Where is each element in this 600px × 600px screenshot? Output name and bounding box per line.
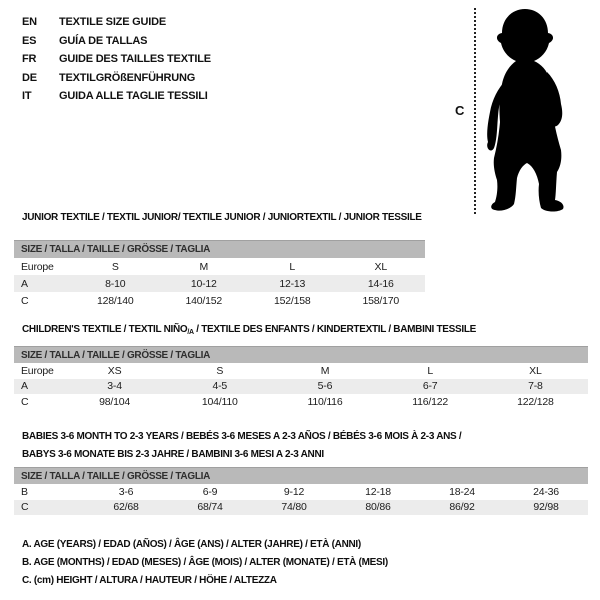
footnote-c: C. (cm) HEIGHT / ALTURA / HAUTEUR / HÖHE / ALTEZZA [22,575,277,586]
cell: L [289,260,296,273]
size-header-bar: SIZE / TALLA / TAILLE / GRÖSSE / TAGLIA [14,468,588,485]
cell: 7-8 [528,380,543,393]
title-text: CHILDREN'S TEXTILE / TEXTIL NIÑO [22,324,188,335]
language-list [22,13,211,106]
row-label: Europe [21,364,54,377]
footnote-b: B. AGE (MONTHS) / EDAD (MESES) / ÂGE (MOIS) / ALTER (MONATE) / ETÀ (MESI) [22,557,388,568]
baby-silhouette-icon [483,8,573,214]
section-title-junior: JUNIOR TEXTILE / TEXTIL JUNIOR/ TEXTILE JUNIOR / JUNIORTEXTIL / JUNIOR TESSILE [22,212,422,223]
cell: 8-10 [105,277,126,290]
footnotes [22,536,388,590]
cell: 98/104 [99,395,131,408]
cell: 5-6 [317,380,333,393]
table-row [14,484,588,500]
table-row [14,275,425,292]
language-row [22,13,211,32]
cell: 116/122 [412,395,449,408]
language-label: GUIDA ALLE TAGLIE TESSILI [59,90,208,103]
table-row [14,379,588,395]
cell: 140/152 [185,294,223,307]
cell: 92/98 [533,501,559,514]
cell: 24-36 [533,485,559,498]
language-code: FR [22,53,37,66]
language-label: TEXTILGRÖßENFÜHRUNG [59,71,196,84]
height-measure-dotted-line [474,8,476,214]
cell: 62/68 [113,501,139,514]
row-label: C [21,395,29,408]
cell: XL [374,260,387,273]
row-label: A [21,277,28,290]
size-table-babies [14,467,588,515]
table-row [14,258,425,275]
section-title-children [22,324,476,336]
table-row [14,394,588,410]
title-subscript: /A [187,329,194,336]
row-label: B [21,485,28,498]
cell: 74/80 [281,501,307,514]
cell: 3-6 [118,485,134,498]
cell: 6-7 [422,380,438,393]
cell: 6-9 [202,485,218,498]
cell: 110/116 [307,395,343,408]
language-row [22,87,211,106]
footnote-a: A. AGE (YEARS) / EDAD (AÑOS) / ÂGE (ANS) / ALTER (JAHRE) / ETÀ (ANNI) [22,539,361,550]
size-table-junior [14,240,425,309]
cell: 68/74 [197,501,223,514]
cell: 152/158 [273,294,311,307]
title-line-1: BABIES 3-6 MONTH TO 2-3 YEARS / BEBÉS 3-6 MESES A 2-3 AÑOS / BÉBÉS 3-6 MOIS À 2-3 ANS / [22,431,462,442]
cell: 122/128 [517,395,554,408]
cell: 9-12 [283,485,305,498]
language-row [22,32,211,51]
cell: S [216,364,224,377]
language-row [22,69,211,88]
language-label: GUÍA DE TALLAS [59,34,148,47]
cell: 14-16 [367,277,394,290]
title-text: / TEXTILE DES ENFANTS / KINDERTEXTIL / BAMBINI TESSILE [193,324,477,335]
language-code: ES [22,34,37,47]
cell: 86/92 [449,501,475,514]
table-row [14,500,588,516]
cell: XS [107,364,122,377]
size-header-bar: SIZE / TALLA / TAILLE / GRÖSSE / TAGLIA [14,241,425,259]
row-label: C [21,294,29,307]
cell: 4-5 [212,380,228,393]
language-code: EN [22,16,37,28]
row-label: Europe [21,260,54,273]
language-row [22,50,211,69]
row-label: C [21,501,29,514]
language-code: DE [22,71,37,84]
cell: 158/170 [362,294,400,307]
cell: 80/86 [365,501,391,514]
cell: 10-12 [190,277,217,290]
table-row [14,363,588,379]
cell: S [111,260,119,273]
cell: 3-4 [107,380,122,393]
language-code: IT [22,90,32,103]
title-line-2: BABYS 3-6 MONATE BIS 2-3 JAHRE / BAMBINI 3-6 MESI A 2-3 ANNI [22,449,324,460]
cell: XL [529,364,542,377]
cell: M [320,364,330,377]
cell: 12-13 [279,277,306,290]
section-title-babies [22,428,461,464]
cell: 18-24 [449,485,475,498]
cell: 128/140 [96,294,134,307]
size-table-children [14,346,588,410]
table-row [14,292,425,309]
cell: M [199,260,209,273]
cell: 12-18 [365,485,391,498]
language-label: TEXTILE SIZE GUIDE [59,16,167,28]
height-measure-label: C [455,103,465,118]
size-header-bar: SIZE / TALLA / TAILLE / GRÖSSE / TAGLIA [14,347,588,364]
row-label: A [21,380,28,393]
language-label: GUIDE DES TAILLES TEXTILE [59,53,211,66]
cell: L [427,364,433,377]
cell: 104/110 [201,395,238,408]
